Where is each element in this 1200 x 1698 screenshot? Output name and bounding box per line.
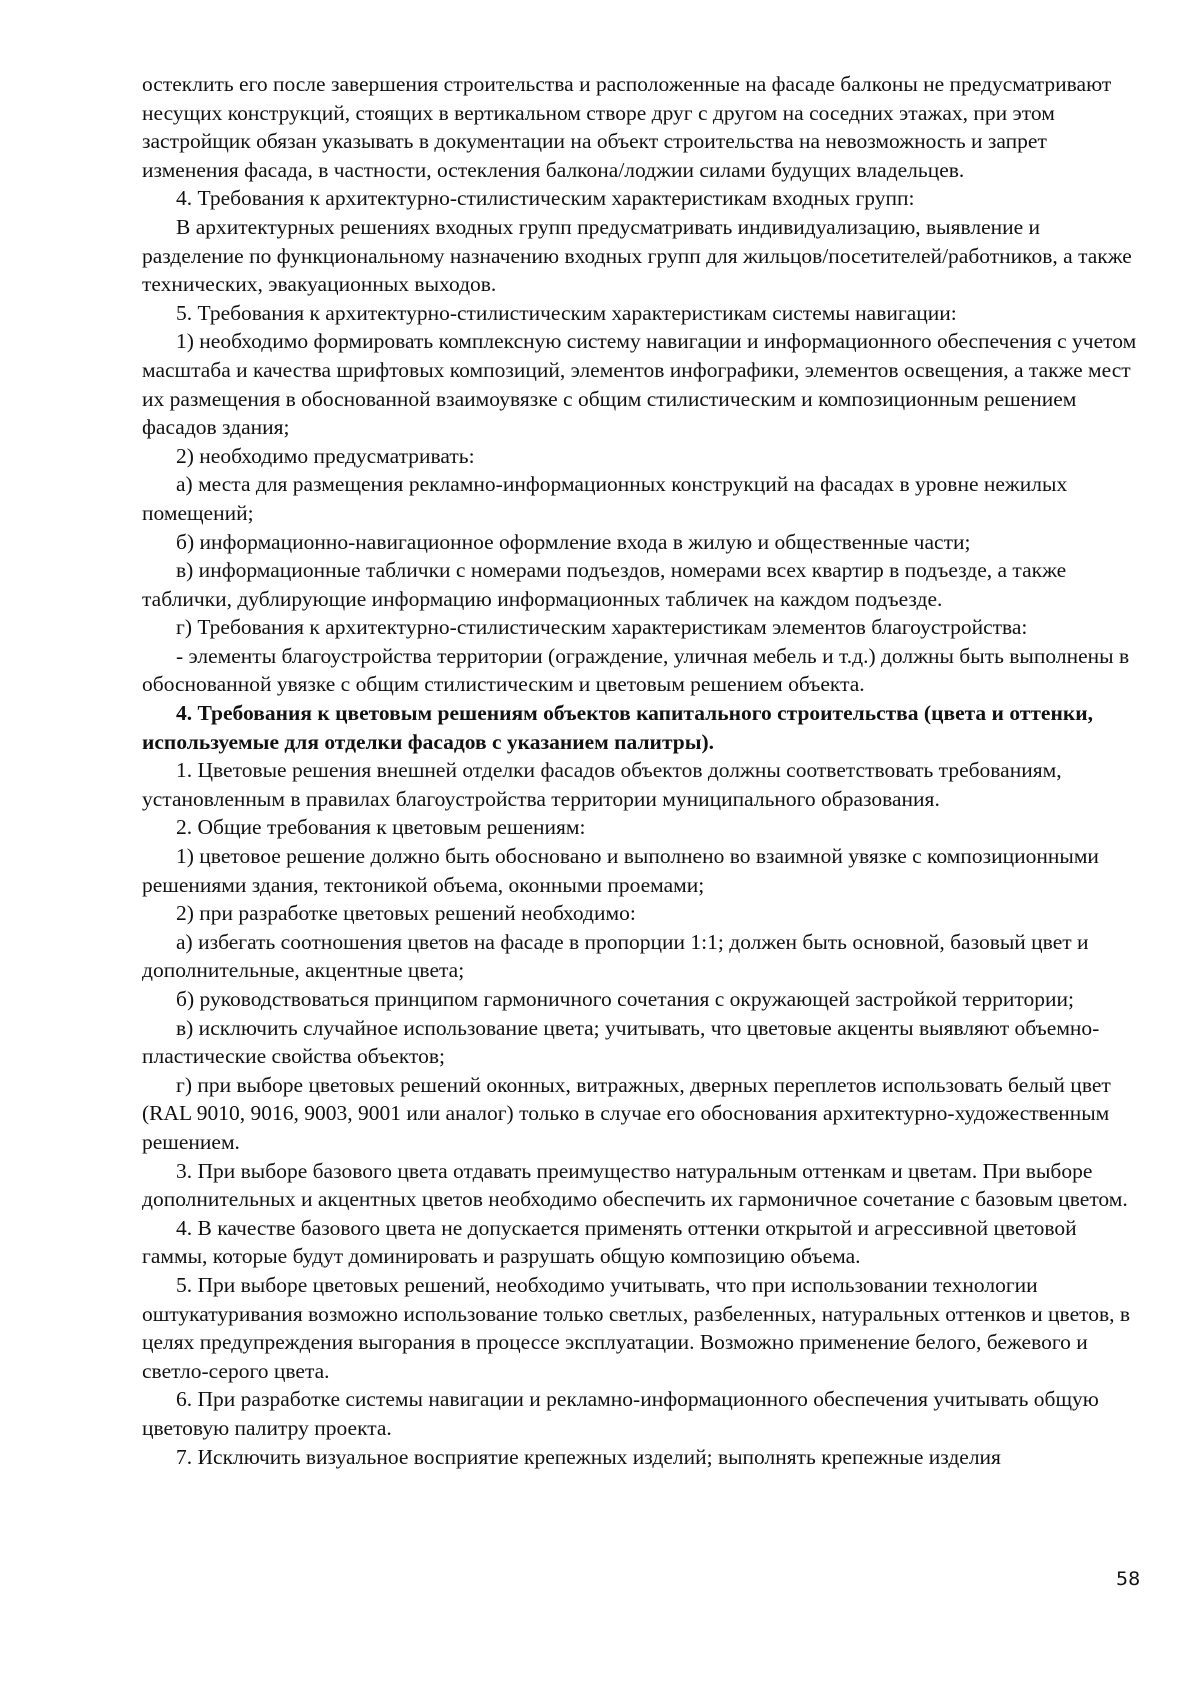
paragraph-navigation-system: 1) необходимо формировать комплексную систему навигации и информационного обеспечения с учетом масштаба и качества шрифтовых композиций, элементов инфографики, элементов освещения, а также мест их размещения в обоснованной взаимоувязке с общим стилистическим и композиционным решением фасадов здания;: [142, 329, 1137, 440]
paragraph-entrance-navigation: б) информационно-навигационное оформление входа в жилую и общественные части;: [176, 529, 971, 554]
paragraph-harmonious-combination: б) руководствоваться принципом гармоничного сочетания с окружающей застройкой территории;: [176, 987, 1074, 1011]
page-number: 58: [1116, 1568, 1141, 1590]
paragraph-color-justification: 1) цветовое решение должно быть обосновано и выполнено во взаимной увязке с композиционными решениями здания, тектоникой объема, оконными проемами;: [142, 844, 1099, 897]
paragraph-avoid-ratio: а) избегать соотношения цветов на фасаде в пропорции 1:1; должен быть основной, базовый цвет и дополнительные, акцентные цвета;: [142, 929, 1089, 983]
document-page: [142, 70, 1140, 1471]
paragraph-ad-structures: а) места для размещения рекламно-информационных конструкций на фасадах в уровне нежилых помещений;: [142, 472, 1068, 525]
paragraph-general-color-requirements: 2. Общие требования к цветовым решениям:: [176, 815, 586, 840]
section-heading-color-solutions: 4. Требования к цветовым решениям объектов капитального строительства (цвета и оттенки, используемые для отделки фасадов с указанием палитры).: [142, 701, 1093, 754]
paragraph-plastering: 5. При выборе цветовых решений, необходимо учитывать, что при использовании технологии оштукатуривания возможно использование только светлых, разбеленных, натуральных оттенков и цветов, в целях предупреждения выгорания в процессе эксплуатации. Возможно применение белого, бежевого и светло-серого цвета.: [142, 1272, 1131, 1383]
paragraph-base-color: 3. При выборе базового цвета отдавать преимущество натуральным оттенкам и цветам. При выборе дополнительных и акцентных цветов необходимо обеспечить их гармоничное сочетание с базовым цветом.: [142, 1158, 1128, 1212]
paragraph-color-development: 2) при разработке цветовых решений необходимо:: [176, 901, 636, 926]
paragraph-info-plates: в) информационные таблички с номерами подъездов, номерами всех квартир в подъезде, а также таблички, дублирующие информацию информационных табличек на каждом подъезде.: [142, 558, 1067, 611]
paragraph-fasteners: 7. Исключить визуальное восприятие крепежных изделий; выполнять крепежные изделия: [176, 1444, 1001, 1469]
paragraph-aggressive-colors: 4. В качестве базового цвета не допускается применять оттенки открытой и агрессивной цветовой гаммы, которые будут доминировать и разрушать общую композицию объема.: [142, 1215, 1077, 1269]
paragraph-provide-heading: 2) необходимо предусматривать:: [176, 443, 475, 468]
paragraph-facade-colors: 1. Цветовые решения внешней отделки фасадов объектов должны соответствовать требованиям, установленным в правилах благоустройства территории муниципального образования.: [142, 758, 1062, 811]
paragraph-entrance-requirements-heading: 4. Требования к архитектурно-стилистическим характеристикам входных групп:: [176, 186, 915, 211]
paragraph-balcony-glazing: остеклить его после завершения строительства и расположенные на фасаде балконы не предусматривают несущих конструкций, стоящих в вертикальном створе друг с другом на соседних этажах, при этом застройщик обязан указывать в документации на объект строительства на невозможность и запрет изменения фасада, в частности, остекления балкона/лоджии силами будущих владельцев.: [142, 72, 1112, 182]
paragraph-landscaping-requirements: г) Требования к архитектурно-стилистическим характеристикам элементов благоустройства:: [176, 615, 1028, 640]
paragraph-entrance-requirements: В архитектурных решениях входных групп предусматривать индивидуализацию, выявление и разделение по функциональному назначению входных групп для жильцов/посетителей/работников, а также технических, эвакуационных выходов.: [142, 214, 1132, 297]
paragraph-navigation-requirements-heading: 5. Требования к архитектурно-стилистическим характеристикам системы навигации:: [176, 300, 957, 325]
paragraph-navigation-palette: 6. При разработке системы навигации и рекламно-информационного обеспечения учитывать общую цветовую палитру проекта.: [142, 1387, 1099, 1440]
paragraph-landscaping-elements: - элементы благоустройства территории (ограждение, уличная мебель и т.д.) должны быть выполнены в обоснованной увязке с общим стилистическим и цветовым решением объекта.: [142, 643, 1130, 697]
paragraph-avoid-random-color: в) исключить случайное использование цвета; учитывать, что цветовые акценты выявляют объемно-пластические свойства объектов;: [142, 1015, 1100, 1069]
paragraph-window-frames: г) при выборе цветовых решений оконных, витражных, дверных переплетов использовать белый цвет (RAL 9010, 9016, 9003, 9001 или аналог) только в случае его обоснования архитектурно-художественным решением.: [142, 1072, 1111, 1154]
